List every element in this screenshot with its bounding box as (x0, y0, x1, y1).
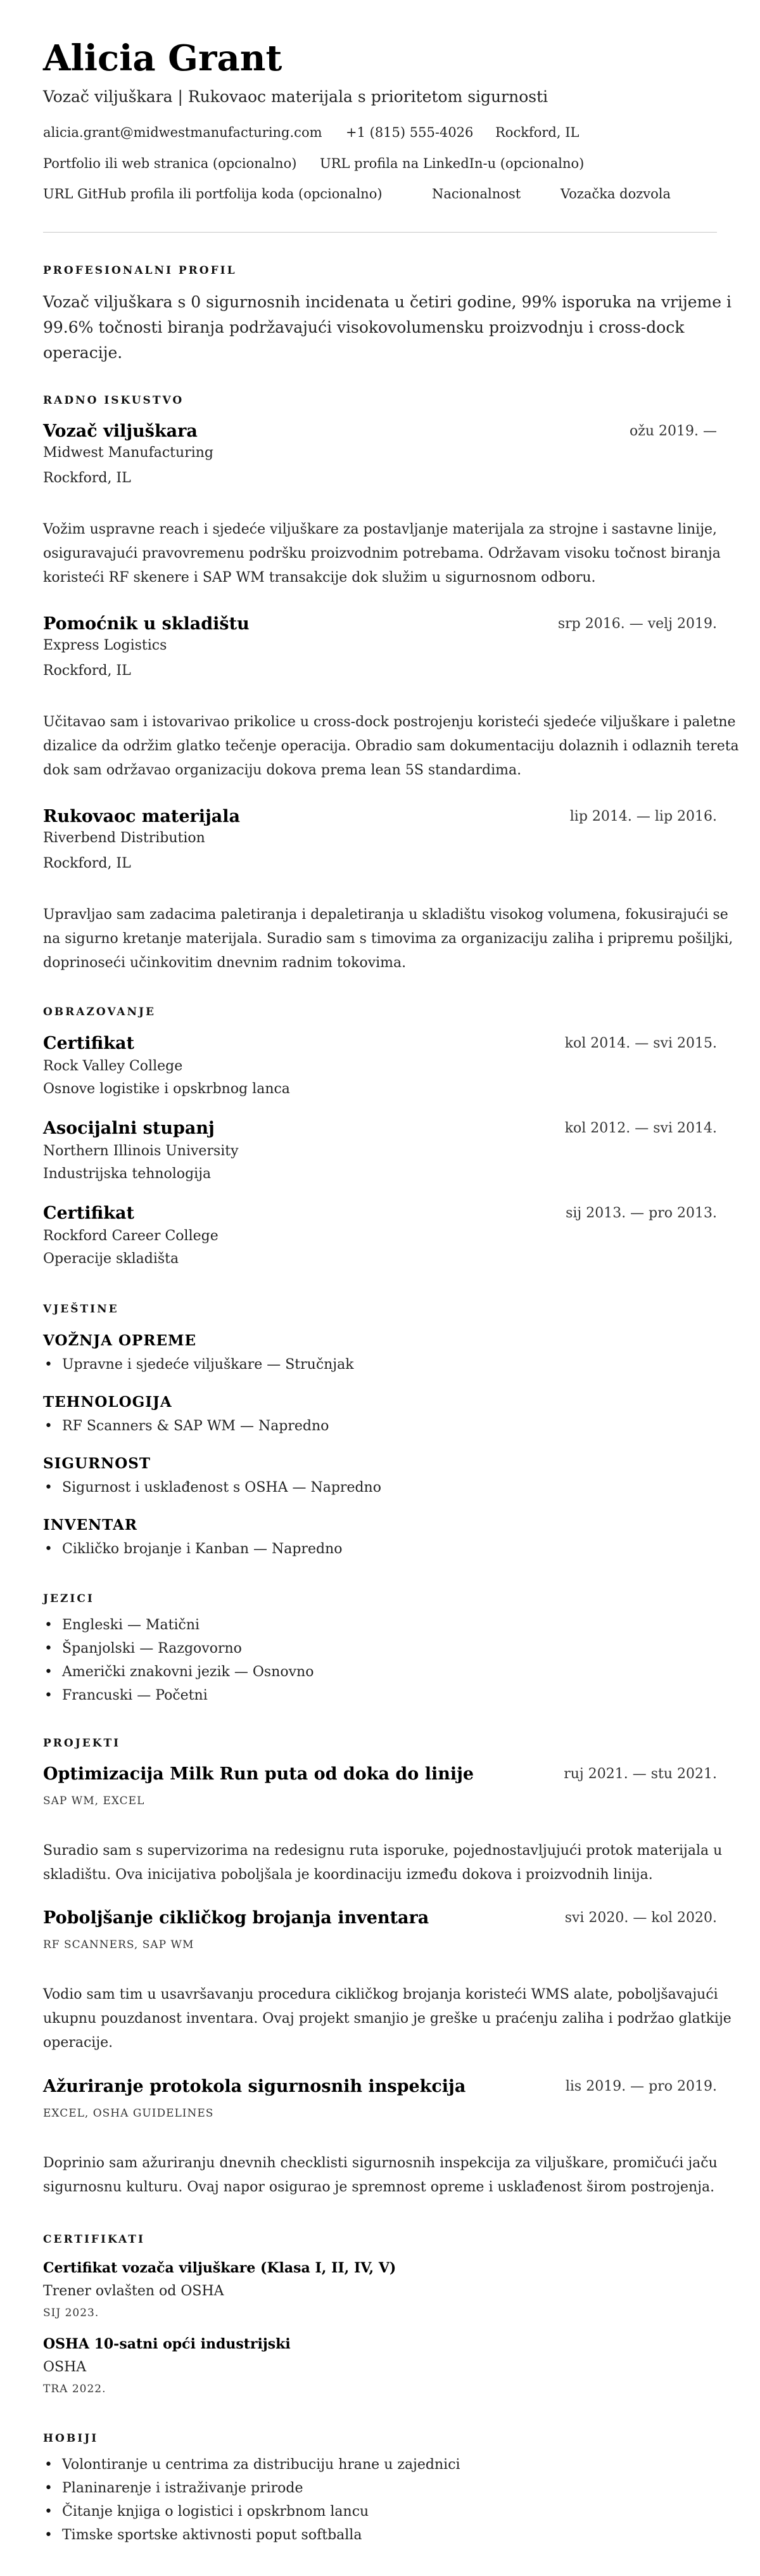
job-desc-line: dizalice da održim glatko tečenje operacija. Obradio sam dokumentaciju dolaznih i odlaznih tereta (43, 738, 739, 754)
study-field: Industrijska tehnologija (43, 1166, 212, 1182)
hobby-item: • Čitanje knjiga o logistici i opskrbnom lancu (44, 2504, 369, 2520)
experience-heading: RADNO ISKUSTVO (43, 394, 184, 407)
candidate-subtitle: Vozač viljuškara | Rukovaoc materijala s prioritetom sigurnosti (43, 87, 548, 106)
job-title: Rukovaoc materijala (43, 807, 241, 826)
project-tags: RF SCANNERS, SAP WM (43, 1938, 194, 1951)
job-desc-line: Vožim uspravne reach i sjedeće viljuškare za postavljanje materijala za strojne i sastavne linije, (43, 522, 718, 537)
job-date: srp 2016. — velj 2019. (557, 616, 717, 632)
certificate-date: SIJ 2023. (43, 2307, 99, 2319)
project-desc-line: Doprinio sam ažuriranju dnevnih checklisti sigurnosnih inspekcija za viljuškare, promičući jaču (43, 2155, 718, 2171)
skills-heading: VJEŠTINE (43, 1303, 119, 1316)
school-name: Rock Valley College (43, 1058, 183, 1074)
job-desc-line: na sigurno kretanje materijala. Suradio sam s timovima za organizaciju zaliha i pripremu pošiljki, (43, 931, 733, 947)
education-date: sij 2013. — pro 2013. (566, 1205, 717, 1221)
certificate-issuer: Trener ovlašten od OSHA (43, 2283, 224, 2299)
certificate-issuer: OSHA (43, 2359, 87, 2375)
skill-category: VOŽNJA OPREME (43, 1332, 196, 1349)
education-heading: OBRAZOVANJE (43, 1006, 156, 1018)
certificate-date: TRA 2022. (43, 2383, 106, 2395)
project-desc-line: operacije. (43, 2035, 113, 2051)
nationality-label: Nacionalnost (432, 186, 521, 202)
hobby-item: • Timske sportske aktivnosti poput softballa (44, 2527, 362, 2543)
job-desc-line: Učitavao sam i istovarivao prikolice u cross-dock postrojenju koristeći sjedeće viljuškare i paletne (43, 714, 736, 730)
skill-item: • Sigurnost i usklađenost s OSHA — Napredno (44, 1480, 381, 1496)
profile-heading: PROFESIONALNI PROFIL (43, 264, 237, 277)
hobby-item: • Planinarenje i istraživanje prirode (44, 2480, 303, 2496)
school-name: Rockford Career College (43, 1228, 218, 1244)
education-date: kol 2012. — svi 2014. (564, 1120, 717, 1136)
job-title: Pomoćnik u skladištu (43, 614, 250, 634)
job-location: Rockford, IL (43, 663, 131, 679)
profile-line-3: operacije. (43, 343, 123, 362)
job-location: Rockford, IL (43, 855, 131, 871)
certificate-title: OSHA 10-satni opći industrijski (43, 2336, 291, 2352)
project-desc-line: sigurnosnu kulturu. Ovaj napor osigurao je spremnost opreme i usklađenost širom postrojenja. (43, 2179, 715, 2195)
job-company: Express Logistics (43, 638, 167, 653)
project-date: lis 2019. — pro 2019. (565, 2079, 717, 2094)
job-date: lip 2014. — lip 2016. (569, 809, 717, 824)
skill-category: INVENTAR (43, 1516, 137, 1534)
job-desc-line: Upravljao sam zadacima paletiranja i depaletiranja u skladištu visokog volumena, fokusirajući se (43, 907, 728, 923)
skill-item: • Cikličko brojanje i Kanban — Napredno (44, 1541, 343, 1557)
project-tags: SAP WM, EXCEL (43, 1795, 145, 1807)
skill-item: • Upravne i sjedeće viljuškare — Stručnjak (44, 1357, 354, 1373)
study-field: Operacije skladišta (43, 1251, 179, 1267)
project-desc-line: Suradio sam s supervizorima na redesignu ruta isporuke, pojednostavljujući protok materijala u (43, 1843, 723, 1859)
job-company: Riverbend Distribution (43, 830, 205, 846)
school-name: Northern Illinois University (43, 1143, 239, 1159)
languages-heading: JEZICI (43, 1592, 94, 1605)
project-desc-line: Vodio sam tim u usavršavanju procedura cikličkog brojanja koristeći WMS alate, poboljšavajući (43, 1987, 718, 2002)
degree-title: Certifikat (43, 1034, 134, 1053)
hobbies-heading: HOBIJI (43, 2432, 99, 2445)
profile-line-2: 99.6% točnosti biranja podržavajući visokovolumensku proizvodnju i cross-dock (43, 318, 685, 336)
job-location: Rockford, IL (43, 470, 131, 486)
project-desc-line: skladištu. Ova inicijativa poboljšala je koordinaciju između dokova i proizvodnih linija. (43, 1867, 653, 1883)
certificate-title: Certifikat vozača viljuškare (Klasa I, II, IV, V) (43, 2260, 396, 2276)
certificates-heading: CERTIFIKATI (43, 2233, 145, 2246)
portfolio-link[interactable]: Portfolio ili web stranica (opcionalno) (43, 156, 297, 171)
skill-category: SIGURNOST (43, 1455, 151, 1472)
project-title: Optimizacija Milk Run puta od doka do linije (43, 1764, 474, 1784)
project-date: ruj 2021. — stu 2021. (564, 1766, 717, 1782)
skill-item: • RF Scanners & SAP WM — Napredno (44, 1418, 329, 1434)
contact-email: alicia.grant@midwestmanufacturing.com (43, 125, 322, 140)
contact-location: Rockford, IL (495, 125, 580, 140)
github-link[interactable]: URL GitHub profila ili portfolija koda (opcionalno) (43, 186, 383, 202)
projects-heading: PROJEKTI (43, 1737, 121, 1750)
job-company: Midwest Manufacturing (43, 445, 213, 461)
study-field: Osnove logistike i opskrbnog lanca (43, 1081, 290, 1097)
language-item: • Američki znakovni jezik — Osnovno (44, 1664, 314, 1680)
job-title: Vozač viljuškara (43, 421, 198, 441)
project-title: Ažuriranje protokola sigurnosnih inspekcija (43, 2077, 466, 2096)
skill-category: TEHNOLOGIJA (43, 1394, 172, 1411)
job-desc-line: osiguravajući pravovremenu podršku proizvodnim potrebama. Održavam visoku točnost biranja (43, 546, 721, 561)
job-date: ožu 2019. — (630, 423, 717, 439)
language-item: • Španjolski — Razgovorno (44, 1641, 242, 1656)
profile-line-1: Vozač viljuškara s 0 sigurnosnih incidenata u četiri godine, 99% isporuka na vrijeme i (43, 293, 732, 311)
contact-phone: +1 (815) 555-4026 (346, 125, 474, 140)
education-date: kol 2014. — svi 2015. (564, 1035, 717, 1051)
language-item: • Engleski — Matični (44, 1617, 200, 1633)
project-title: Poboljšanje cikličkog brojanja inventara (43, 1908, 429, 1928)
degree-title: Asocijalni stupanj (43, 1118, 215, 1138)
candidate-name: Alicia Grant (43, 37, 282, 79)
linkedin-link[interactable]: URL profila na LinkedIn-u (opcionalno) (320, 156, 585, 171)
job-desc-line: doprinoseći učinkovitim dnevnim radnim tokovima. (43, 955, 407, 971)
degree-title: Certifikat (43, 1203, 134, 1223)
language-item: • Francuski — Početni (44, 1688, 208, 1703)
project-desc-line: ukupnu pouzdanost inventara. Ovaj projekt smanjio je greške u praćenju zaliha i podržao glatkije (43, 2011, 732, 2027)
header-divider (43, 232, 717, 233)
job-desc-line: dok sam održavao organizaciju dokova prema lean 5S standardima. (43, 762, 522, 778)
hobby-item: • Volontiranje u centrima za distribuciju hrane u zajednici (44, 2457, 460, 2473)
job-desc-line: koristeći RF skenere i SAP WM transakcije dok služim u sigurnosnom odboru. (43, 570, 596, 586)
project-tags: EXCEL, OSHA GUIDELINES (43, 2107, 214, 2120)
project-date: svi 2020. — kol 2020. (564, 1910, 717, 1926)
license-label: Vozačka dozvola (560, 186, 671, 202)
